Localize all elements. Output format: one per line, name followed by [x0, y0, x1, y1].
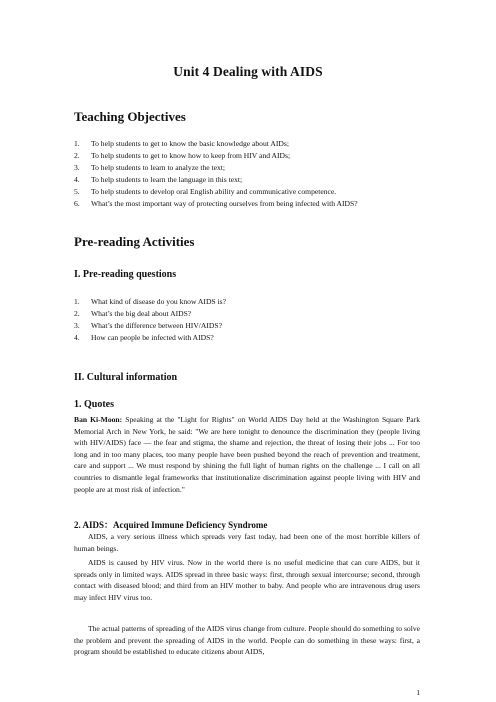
list-item: 3. What’s the difference between HIV/AIDS?	[74, 321, 223, 330]
prereading-heading: Pre-reading Activities	[74, 234, 195, 249]
page-title: Unit 4 Dealing with AIDS	[173, 64, 323, 79]
list-item: 2. To help students to get to know how to keep from HIV and AIDs;	[74, 151, 291, 160]
aids-paragraph: The actual patterns of spreading of the AIDS virus change from culture. People should do something to solve the problem and prevent the spreading of AIDS in the world. People can do something in these ways: first, a program should be established to educate citizens about AIDS,	[74, 624, 420, 657]
questions-heading: I. Pre-reading questions	[74, 269, 177, 280]
list-item: 2. What’s the big deal about AIDS?	[74, 309, 192, 318]
aids-paragraph: AIDS is caused by HIV virus. Now in the world there is no useful medicine that can cure AIDS, but it spreads only in limited ways. AIDS spread in three basic ways: first, through sexual intercourse; second, through contact with diseased blood; and third from an HIV mother to baby. And people who are intravenous drug users may infect HIV virus too.	[74, 558, 420, 602]
list-item: 4. To help students to learn the language in this text;	[74, 175, 243, 184]
list-item: 3. To help students to learn to analyze the text;	[74, 163, 226, 172]
list-item: 6. What’s the most important way of protecting ourselves from being infected with AIDS?	[74, 199, 358, 208]
quote-paragraph	[74, 414, 420, 495]
quotes-heading: 1. Quotes	[74, 399, 114, 410]
aids-heading: 2. AIDS：Acquired Immune Deficiency Syndrome	[74, 520, 268, 530]
aids-paragraph: AIDS, a very serious illness which spreads very fast today, had been one of the most horrible killers of human beings.	[74, 532, 420, 553]
objectives-list	[74, 138, 358, 210]
quote-speaker: Ban Ki-Moon:	[74, 415, 123, 424]
list-item: 1. What kind of disease do you know AIDS is?	[74, 297, 226, 306]
list-item: 1. To help students to get to know the basic knowledge about AIDs;	[74, 139, 289, 148]
page-number: 1	[416, 688, 420, 697]
list-item: 4. How can people be infected with AIDS?	[74, 333, 214, 342]
list-item: 5. To help students to develop oral English ability and communicative competence.	[74, 187, 337, 196]
questions-list	[74, 296, 226, 344]
cultural-heading: II. Cultural information	[74, 372, 178, 383]
objectives-heading: Teaching Objectives	[74, 109, 186, 124]
quote-text: Speaking at the "Light for Rights" on World AIDS Day held at the Washington Square Park Memorial Arch in New York, he said: "We are here tonight to denounce the discrimination they (people living with HIV/AIDS) face — the fear and stigma, the shame and rejection, the threat of losing their jobs ... For too long and in too many places, too many people have been pushed beyond the reach of prevention and treatment, care and support ... We must respond by shining the full light of human rights on the challenge ... I call on all countries to dismantle legal frameworks that institutionalize discrimination against people living with HIV and people are at most risk of infection."	[74, 415, 420, 494]
